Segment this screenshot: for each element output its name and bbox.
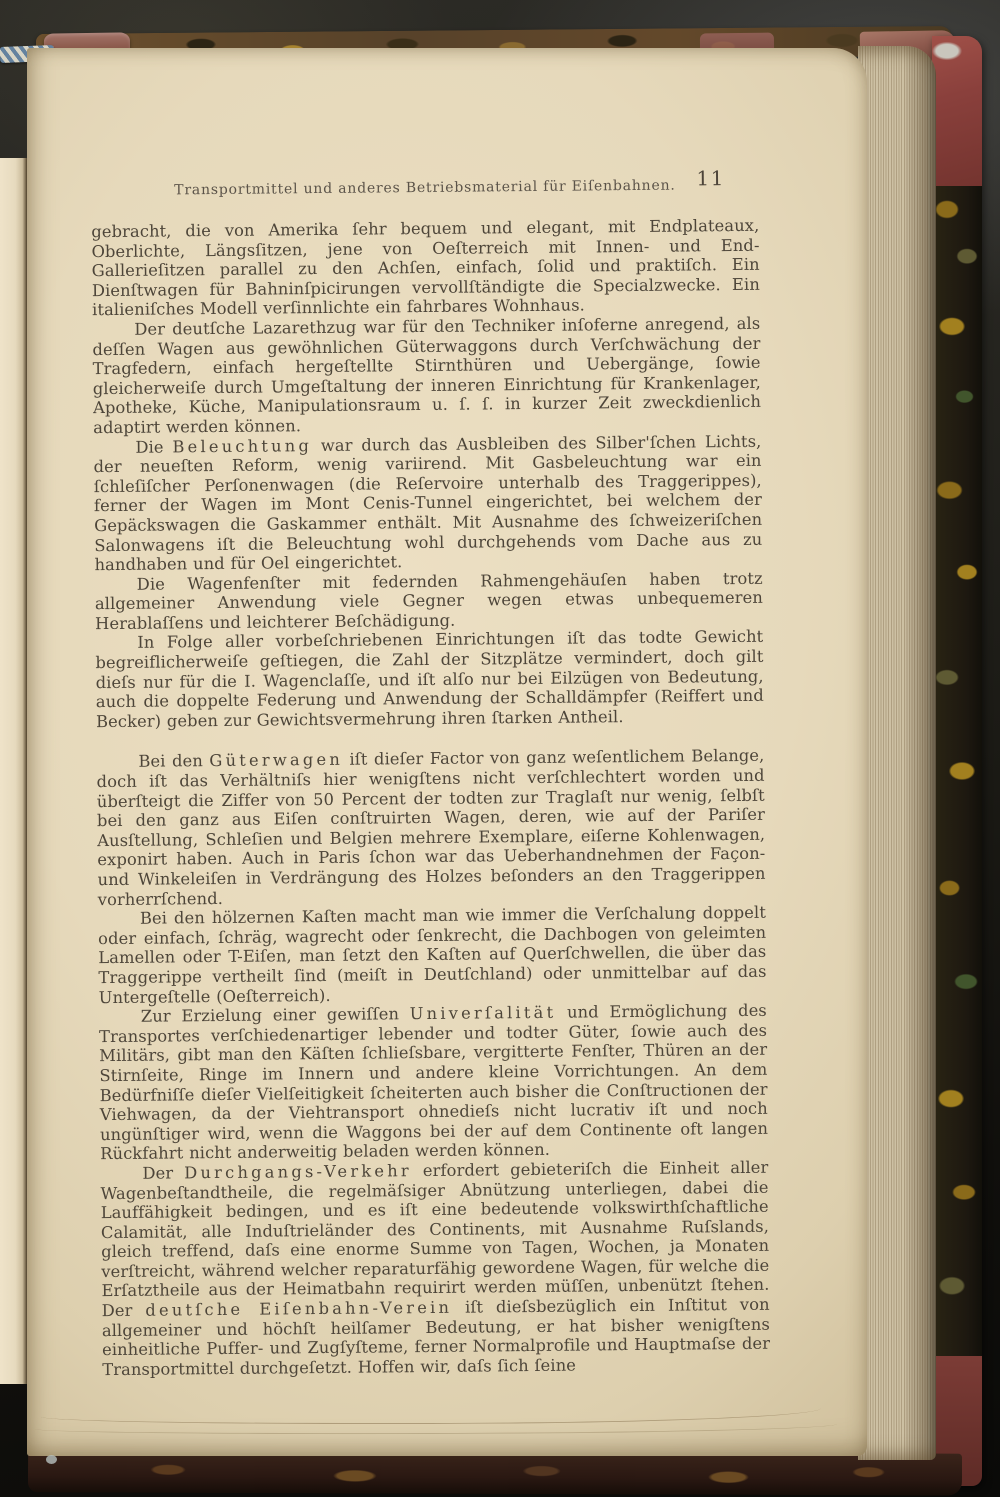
text-segment: und Ermöglichung des Transportes verſchiedenartiger lebender und todter Güter, ſowie auch des Militärs, gibt man den Käſten ſchlieſsbare, vergitterte Fenſter, Thüren an der Stirnſeite, Ringe im Innern und andere kleine Vorrichtungen. An dem Bedürfniſſe dieſer Vielſeitigkeit ſcheiterten auch bisher die Conſtructionen der Viehwagen, da der Viehtransport ohnedieſs nicht lucrativ iſt und noch ungünſtiger wird, wenn die Waggons bei der auf dem Continente oft langen Rückfahrt nicht anderweitig beladen werden können. [98, 1000, 769, 1164]
text-segment: Bei den hölzernen Kaſten macht man wie immer die Verſchalung doppelt oder einfach, ſchräg, wagrecht oder ſenkrecht, die Dachbogen von geleimten Lamellen oder T-Eiſen, man ſetzt den Kaſten auf Querſchwellen, die über das Traggerippe vertheilt ſind (meiſt in Deutſchland) oder unmittelbar auf das Untergeſtelle (Oeſterreich). [98, 902, 767, 1007]
body-paragraph [98, 903, 767, 1007]
running-header-row [91, 166, 759, 199]
cover-leather-top [932, 36, 982, 186]
page-text [91, 216, 770, 1380]
text-segment: war durch das Ausbleiben des Silber'ſchen Lichts, der neueſten Reform, wenig variirend. Mit Gasbeleuchtung war ein ſchleſiſcher Perſonenwagen (die Reſervoire unterhalb des Traggerippes), ferner der Wagen im Mont Cenis-Tunnel eingerichtet, bei welchem der Gepäckswagen die Gaskammer enthält. Mit Ausnahme des ſchweizeriſchen Salonwagens iſt die Beleuchtung wohl durchgehends vom Dache aus zu handhaben und für Oel eingerichtet. [93, 431, 763, 575]
body-paragraph [91, 216, 760, 320]
letterspaced-term: Beleuchtung [172, 435, 313, 456]
text-segment: Der deutſche Lazarethzug war für den Techniker inſoferne anregend, als deſſen Wagen aus gewöhnlichen Güterwaggons durch Verſchwächung der Tragfedern, einfach hergeſtellte Stirnthüren und Uebergänge, ſowie gleicherweiſe durch Umgeſtaltung der inneren Einrichtung für Krankenlager, Apotheke, Küche, Manipulationsraum u. ſ. ſ. in kurzer Zeit zweckdienlich adaptirt werden können. [92, 313, 762, 438]
text-segment: Die [135, 436, 173, 457]
text-segment: Bei den [138, 751, 210, 772]
letterspaced-term: Univerſalität [409, 1002, 557, 1024]
body-paragraph [92, 314, 761, 438]
letterspaced-term: Durchgangs-Verkehr [184, 1161, 412, 1183]
page-content [22, 43, 875, 1459]
text-segment: Der [142, 1163, 185, 1183]
text-segment: Zur Erzielung einer gewiſſen [140, 1004, 410, 1026]
body-paragraph [99, 1001, 768, 1164]
book-cover-right [932, 36, 982, 1486]
letterspaced-term: deutſche Eiſenbahn-Verein [145, 1297, 453, 1320]
letterspaced-term: Güterwagen [209, 750, 344, 771]
cover-marbled-paper [932, 186, 982, 1356]
body-paragraph [95, 627, 764, 731]
text-segment: Die Wagenfenſter mit federnden Rahmengehäuſen haben trotz allgemeiner Anwendung viele Gegner wegen etwas unbequemeren Herablaſſens und leichterer Beſchädigung. [94, 568, 763, 634]
body-paragraph [93, 431, 762, 575]
book-page [27, 48, 867, 1456]
running-header: Transportmittel und anderes Betriebsmaterial für Eiſenbahnen. [174, 177, 676, 199]
text-segment: erfordert gebieteriſch die Einheit aller Wagenbeſtandtheile, die regelmäſsiger Abnützung unterliegen, dabei die Lauffähigkeit bedingen, und es iſt eine bedeutende volkswirthſchaftliche Calamität, alle Induſtrieländer des Continents, mit Ausnahme Ruſslands, gleich treffend, daſs eine enorme Summe von Tagen, Wochen, ja Monaten verſtreicht, während welcher reparaturfähig gewordene Wagen, für welche die Erſatztheile aus der Heimatbahn requirirt werden müſſen, unbenützt ſtehen. Der [100, 1157, 770, 1321]
text-segment: In Folge aller vorbeſchriebenen Einrichtungen iſt das todte Gewicht begreiflicherweiſe geſtiegen, die Zahl der Sitzplätze vermindert, doch gilt dieſs nur für die I. Wagenclaſſe, und iſt alſo nur bei Eilzügen von Bedeutung, auch die doppelte Federung und Anwendung der Schalldämpfer (Reiffert und Becker) geben zur Gewichtsvermehrung ihren ſtarken Antheil. [95, 627, 764, 732]
body-paragraph [100, 1158, 770, 1380]
body-paragraph [95, 568, 764, 633]
text-segment: iſt dieſsbezüglich ein Inſtitut von allgemeiner und höchſt heilſamer Bedeutung, er hat bisher wenigſtens einheitliche Puffer- und Zugſyſteme, ferner Normalprofile und Hauptmaſse der Transportmittel durchgeſetzt. Hoffen wir, daſs ſich ſeine [101, 1294, 771, 1379]
body-paragraph [96, 746, 765, 909]
page-number: 11 [696, 166, 725, 191]
text-segment: iſt dieſer Factor von ganz weſentlichem Belange, doch iſt das Verhältniſs hier wenigſtens nicht verſchlechtert worden und überſteigt die Ziffer von 50 Percent der todten zur Traglaſt nur wenig, ſelbſt bei den ganz aus Eiſen conſtruirten Wagen, deren, wie auf der Pariſer Ausſtellung, Schleſien und Belgien mehrere Exemplare, eiſerne Kohlenwagen, exponirt haben. Auch in Paris ſchon war das Ueberhandnehmen der Façon- und Winkeleiſen in Verdrängung des Holzes beſonders an den Traggerippen vorherrſchend. [96, 746, 766, 909]
paper-speck [46, 1455, 57, 1464]
text-segment: gebracht, die von Amerika ſehr bequem und elegant, mit Endplateaux, Oberlichte, Längsſitzen, jene von Oeſterreich mit Innen- und End-Gallerieſitzen parallel zu den Achſen, einfach, ſolid und praktiſch. Ein Dienſtwagen für Bahninſpicirungen vervollſtändigte die Specialzwecke. Ein italieniſches Modell verſinnlichte ein fahrbares Wohnhaus. [91, 215, 760, 320]
